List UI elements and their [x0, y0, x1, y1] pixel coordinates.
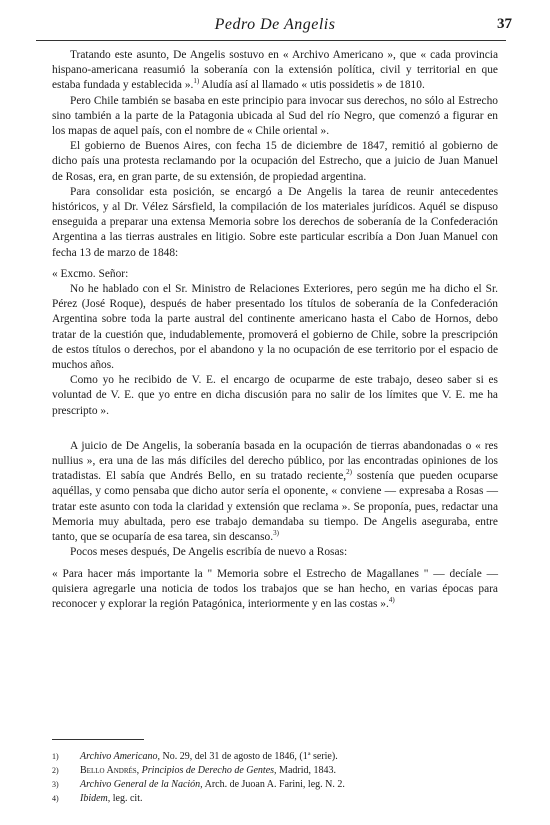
body-text: [52, 48, 498, 612]
footnote-detail: No. 29, del 31 de agosto de 1846, (1ª serie).: [159, 751, 338, 762]
page-number: 37: [497, 16, 512, 32]
footnote-detail: Arch. de Juoan A. Farini, leg. N. 2.: [202, 779, 345, 790]
paragraph: Para consolidar esta posición, se encargó a De Angelis la tarea de reunir antecedentes históricos, y al Dr. Vélez Sársfield, la compilación de los materiales jurídicos. Aquél se dispuso enseguida a preparar una extensa Memoria sobre los derechos de soberanía de la Confederación Argentina a las tierras australes en litigio. Sobre este particular escribía a Don Juan Manuel con fecha 13 de marzo de 1848:: [52, 185, 498, 259]
footnote-ref: 3): [273, 529, 279, 538]
footnote-number: 3): [52, 780, 59, 789]
footnote-number: 2): [52, 766, 59, 775]
paragraph-text: Tratando este asunto, De Angelis sostuvo en « Archivo Americano », que « cada provincia hispano-americana reasumió la soberanía con la extensión política, civil y territorial en que estaba fundada y establecida ».: [52, 49, 498, 92]
footnote-text: [80, 764, 498, 778]
footnote-ref: 4): [388, 596, 395, 605]
quoted-paragraph: [52, 567, 498, 613]
footnote: [52, 792, 498, 806]
header-rule: [36, 40, 506, 41]
letter-salutation: « Excmo. Señor:: [52, 267, 129, 280]
footnote-author: Bello Andrés,: [80, 765, 140, 776]
footnote-rule: [52, 739, 144, 740]
footnote-source: Principios de Derecho de Gentes,: [139, 765, 277, 776]
paragraph-text: Aludía así al llamado « utis possidetis » de 1810.: [199, 79, 425, 92]
footnote-ref: 1): [193, 77, 200, 86]
footnote-source: Archivo Americano,: [80, 751, 160, 762]
footnote-detail: Madrid, 1843.: [276, 765, 336, 776]
paragraph: Pero Chile también se basaba en este principio para invocar sus derechos, no sólo al Estrecho sino también a la parte de la Patagonia ubicada al Sud del río Negro, que comenzó a figurar en los mapas de aquel país, con el nombre de « Chile oriental ».: [52, 94, 498, 138]
paragraph: El gobierno de Buenos Aires, con fecha 15 de diciembre de 1847, remitió al gobierno de dicho país una protesta reclamando por la ocupación del Estrecho, que a juicio de Juan Manuel de Rosas, era, en gran parte, de su extensión, de propiedad argentina.: [52, 140, 498, 183]
footnote-number: 4): [52, 794, 59, 803]
footnote: [52, 764, 498, 778]
paragraph-text: « Para hacer más importante la " Memoria sobre el Estrecho de Magallanes " — decíale — quisiera agregarle una noticia de todos los trabajos que se han hecho, en varias épocas para reconocer y explorar la región Patagónica, interiormente y en las costas ».: [52, 567, 498, 610]
footnote-number: 1): [52, 752, 59, 761]
paragraph: No he hablado con el Sr. Ministro de Relaciones Exteriores, pero según me ha dicho el Sr. Pérez (José Roque), después de haber presentado los títulos de soberanía de la Confederación Argentina sobre toda la parte austral del continente americano hasta el Cabo de Hornos, debo tratar de la cuestión que, indudablemente, promoverá el gobierno de Chile, sobre la prescripción de estos títulos o derechos, por el abandono y la no ocupación de ese territorio por el espacio de muchos años.: [52, 283, 498, 372]
paragraph-text: sostenía que pueden ocuparse aquéllas, y como pensaba que dicho autor sería el oponente, « conviene — expresaba a Rosas — tratar este asunto con toda la claridad y extensión que reclama ». Se proponía, pues, redactar una Memoria muy abultada, pero ese trabajo demandaba su tiempo. De Angelis aseguraba, entre tanto, que se ocuparía de esa tarea, sin descanso.: [52, 470, 498, 544]
footnote: [52, 778, 498, 792]
footnote-text: [80, 750, 498, 764]
paragraph: Pocos meses después, De Angelis escribía de nuevo a Rosas:: [70, 546, 348, 559]
page-header: [0, 16, 550, 38]
footnote-source: Archivo General de la Nación,: [80, 779, 203, 790]
paragraph: [52, 48, 498, 94]
footnote-detail: leg. cit.: [110, 793, 143, 804]
footnote: [52, 750, 498, 764]
paragraph: Como yo he recibido de V. E. el encargo de ocuparme de este trabajo, deseo saber si es voluntad de V. E. que yo entre en dicha discusión para no salir de los límites que V. E. me ha prescripto ».: [52, 374, 498, 417]
paragraph: [52, 439, 498, 545]
footnote-text: [80, 792, 498, 806]
footnote-source: Ibidem,: [80, 793, 111, 804]
running-head: Pedro De Angelis: [214, 16, 336, 33]
footnotes: [52, 750, 498, 806]
footnote-text: [80, 778, 498, 792]
paragraph-text: A juicio de De Angelis, la soberanía basada en la ocupación de tierras abandonadas o « res nullius », era una de las más difíciles del derecho público, por las encontradas opiniones de los tratadistas. El sabía que Andrés Bello, en su tratado reciente,: [52, 439, 498, 483]
footnote-ref: 2): [346, 468, 352, 477]
